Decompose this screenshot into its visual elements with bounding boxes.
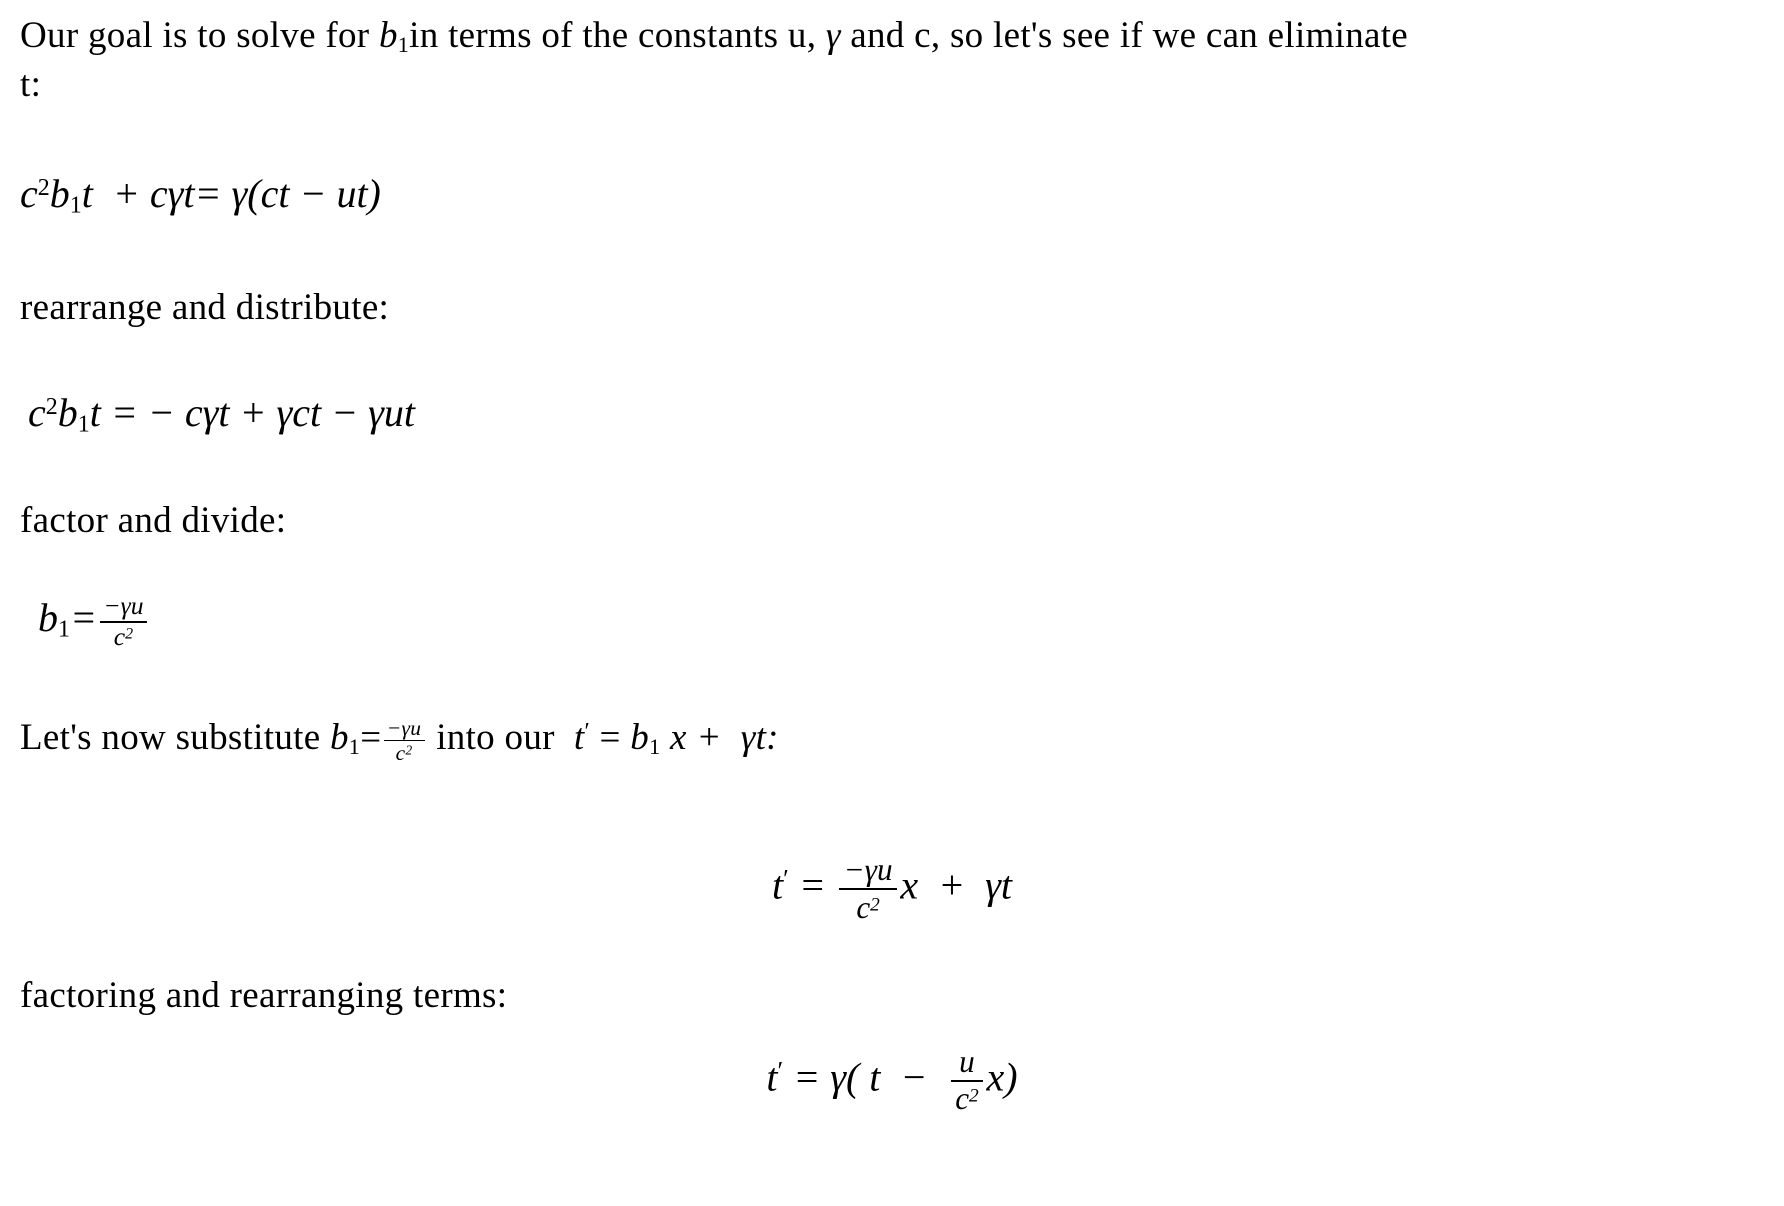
b-subscript: 1 [348, 734, 361, 759]
c-variable: c [20, 170, 38, 216]
fraction-den-base: c [395, 741, 406, 766]
c-exponent: 2 [37, 174, 50, 201]
fraction-denominator [839, 888, 897, 926]
t-prime-variable: t [573, 717, 585, 759]
b-subscript: 1 [77, 411, 90, 438]
equation-4-rest: x + γt [900, 862, 1012, 908]
equation-4 [20, 853, 1764, 925]
equation-5-mid: = γ( t − [783, 1054, 948, 1100]
b-subscript: 1 [649, 734, 661, 759]
b-variable: b [329, 717, 349, 759]
fraction-denominator [100, 621, 148, 652]
t-prime-variable: t [766, 1054, 778, 1100]
b-variable: b [38, 595, 58, 641]
intro-text-2: in terms of the constants u, [409, 15, 826, 56]
equation-5-rest: x) [986, 1054, 1018, 1100]
equation-2-rest: = − cγt + γct − γut [100, 390, 415, 436]
b-subscript: 1 [58, 616, 70, 643]
subst-text-3: = [590, 717, 631, 759]
gamma-symbol: γ [825, 15, 841, 56]
equation-label-rearrange: rearrange and distribute: [20, 286, 390, 328]
subst-text-2: into our [426, 717, 574, 759]
equation-2 [20, 387, 1764, 439]
fraction-den-exponent: 2 [125, 626, 134, 644]
prime-symbol: ′ [783, 864, 789, 894]
equation-1-rest: + cγt= γ(ct − ut) [92, 170, 381, 216]
equation-1 [20, 168, 1764, 220]
fraction-den-base: c [856, 889, 871, 925]
b-variable: b [378, 15, 398, 56]
fraction-numerator: u [959, 1043, 975, 1079]
intro-text-3: and c, so let's see if we can eliminate [840, 15, 1409, 56]
b-subscript: 1 [397, 31, 410, 57]
c-variable: c [28, 390, 46, 436]
b-variable: b [57, 390, 78, 436]
fraction-denominator [951, 1080, 984, 1118]
intro-text-1: Our goal is to solve for [20, 15, 379, 56]
fraction [839, 853, 897, 925]
fraction [951, 1045, 984, 1117]
intro-text-4: t: [20, 63, 42, 105]
fraction-denominator [384, 740, 425, 765]
equals-sign: = [788, 862, 836, 908]
fraction-numerator: −γu [386, 715, 422, 740]
fraction-numerator: −γu [843, 852, 893, 888]
equation-5 [20, 1045, 1764, 1117]
t-variable: t [81, 170, 93, 216]
equation-3 [20, 592, 1764, 652]
prime-symbol: ′ [777, 1056, 784, 1086]
equals-sign: = [360, 717, 382, 759]
t-variable: t [89, 390, 101, 436]
fraction-numerator: −γu [103, 591, 144, 621]
fraction-den-exponent: 2 [870, 894, 880, 916]
subst-text-4: x + γt: [660, 717, 779, 759]
fraction [100, 592, 148, 652]
fraction [384, 716, 425, 765]
fraction-den-base: c [955, 1081, 970, 1117]
prime-symbol: ′ [584, 719, 590, 746]
equation-label-factoring: factoring and rearranging terms: [20, 974, 508, 1016]
b-subscript: 1 [69, 191, 82, 218]
fraction-den-exponent: 2 [405, 743, 413, 759]
substitute-paragraph [20, 714, 1764, 765]
t-prime-variable: t [772, 862, 784, 908]
equation-label-factor: factor and divide: [20, 500, 287, 542]
fraction-den-base: c [113, 622, 126, 652]
equals-sign: = [70, 595, 97, 641]
intro-paragraph [20, 12, 1764, 110]
c-exponent: 2 [45, 394, 58, 421]
fraction-den-exponent: 2 [969, 1085, 979, 1107]
b-variable: b [49, 170, 70, 216]
b-variable: b [630, 717, 650, 759]
subst-text-1: Let's now substitute [20, 717, 330, 759]
